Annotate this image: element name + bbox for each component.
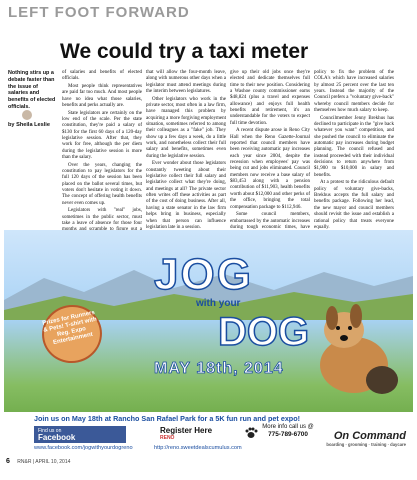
register-url-link[interactable]: http://reno.sweetdealscumulus.com <box>154 445 242 451</box>
paragraph: Councilmember Jenny Brekhus has declined to participate in the "give back whatever you want" competition, and she pushed the council to eliminate the automatic pay increases during budget planning. The council refused and instead proceeded with their individual decisions to return anywhere from $1,900 to $10,000 in salary and benefits. <box>314 115 394 178</box>
article-column-4 <box>314 70 394 228</box>
paragraph: of salaries and benefits of elected officials. <box>62 70 142 82</box>
paragraph: Over the years, changing the constitution to pay legislators for the full 120 days of the session has been placed on the ballot several times, but voters don't hesitate in voting it down. The concept of offering health benefits never even comes up. <box>62 162 142 206</box>
advertisement[interactable] <box>4 230 413 452</box>
event-date: MAY 18th, 2014 <box>154 360 284 377</box>
facebook-name: Facebook <box>38 433 76 442</box>
headline: We could try a taxi meter <box>60 40 309 63</box>
dog-title: DOG <box>218 310 310 354</box>
phone-number[interactable]: 775-789-6700 <box>268 431 308 439</box>
deck: Nothing stirs up a debate faster than the issue of salaries and benefits of elected officials. <box>8 70 56 110</box>
section-header: LEFT FOOT FORWARD <box>8 4 190 21</box>
paragraph: policy to fix the problem of the COLA's which have increased salaries by almost 25 percent over the last ten years. Instead the majority of the Council prefers a "voluntary give-back" whereby council members decide for themselves how much salary to keep. <box>314 70 394 114</box>
register-sub: RENO <box>160 435 175 441</box>
jog-title: JOG <box>154 250 253 299</box>
facebook-find-label: Find us on <box>38 428 62 434</box>
article-column-2 <box>146 70 226 228</box>
more-info-label: More info call us @ <box>262 424 314 430</box>
author-photo <box>22 110 32 120</box>
facebook-url-link[interactable]: www.facebook.com/jogwithyourdogreno <box>34 445 133 451</box>
register-label: Register Here <box>160 426 213 435</box>
brand-logo <box>322 430 406 447</box>
article-column-3 <box>230 70 310 228</box>
paragraph: At a protest to the ridiculous default policy of voluntary give-backs, Brekhus accepts the full salary and benefits package. Following her lead, the new mayor and council members should revisit the issue and establish a rational policy that treats everyone equally. <box>314 180 394 230</box>
paragraph: Ever wonder about those legislators constantly tweeting about their legislative collect their full salary and legislative collect what they're doing, and meetings at all? The private sector often writes off these activities as part of the cost of doing business. After all, having a state senator in the law firm helps bring in business, especially when that person can influence legislation late in a session. <box>146 161 226 230</box>
article-column-1 <box>62 70 142 228</box>
brand-tagline: boarding · grooming · training · daycare <box>326 442 406 447</box>
facebook-button[interactable] <box>34 426 126 443</box>
issue-info: RN&R | APRIL 10, 2014 <box>17 459 71 465</box>
with-your-text: with your <box>196 298 241 309</box>
paragraph: State legislators are certainly on the low end of the scale. Per the state constitution, they're paid a salary of $130 for the first 60 days of a 120-day legislative session. After that, they work for free, although the per diem during the legislative session is more than the salary. <box>62 110 142 161</box>
register-button[interactable] <box>160 426 212 441</box>
paragraph: give up their old jobs once they're elected and dedicate themselves full time to their new position. Considering a Washoe county commissioner earns $48,824 (plus a travel and expenses allowance) and enjoys full health benefits and retirement, it's an understandable for the voters to expect full time devotion. <box>230 70 310 126</box>
page-footer <box>6 458 70 465</box>
prizes-badge: Prizes for Runners & Pets! T-shirt with Reg. Expo Entertainment <box>37 299 108 368</box>
byline: by Sheila Leslie <box>8 122 50 128</box>
page-number: 6 <box>6 458 10 465</box>
paw-icon <box>244 426 258 440</box>
event-tagline: Join us on May 18th at Rancho San Rafael Park for a 5K fun run and pet expo! <box>34 414 300 423</box>
paragraph: A recent dispute arose in Reno City Hall when the Reno Gazette-Journal reported that council members have been receiving automatic pay increases each year since 2004, despite the recession when employees' pay was being cut and jobs eliminated. Council members now receive a base salary of $83,453 along with a pension contribution of $11,903, health benefits worth about $12,000 and other perks of the office, bringing the total compensation package to $112,946. <box>230 128 310 210</box>
dogs-illustration <box>304 270 404 410</box>
brand-name: On Command <box>333 430 406 442</box>
paragraph: Other legislators who work in the private sector, most often in a law firm, have managed this problem by acquiring a more forgiving employment situation, sometimes referred to among their colleagues as a "fake" job. They show up a few days a week, do a little work, and nonetheless collect their full salary and benefits, sometimes even during the legislative session. <box>146 96 226 159</box>
contact-info <box>260 424 316 439</box>
paragraph: Most people think representatives are paid far too much. And most people have no idea what those salaries, benefits and perks actually are. <box>62 83 142 109</box>
paragraph: Legislators with "real" jobs, sometimes in the public sector, must take a leave of absence for those four <box>62 208 142 227</box>
paragraph: that will allow the four-month leave, along with numerous other days when a legislator must attend meetings during the interim between legislatures. <box>146 70 226 95</box>
paragraph: Some council members, embarrassed by the automatic increases during tough economic times, have <box>230 212 310 230</box>
